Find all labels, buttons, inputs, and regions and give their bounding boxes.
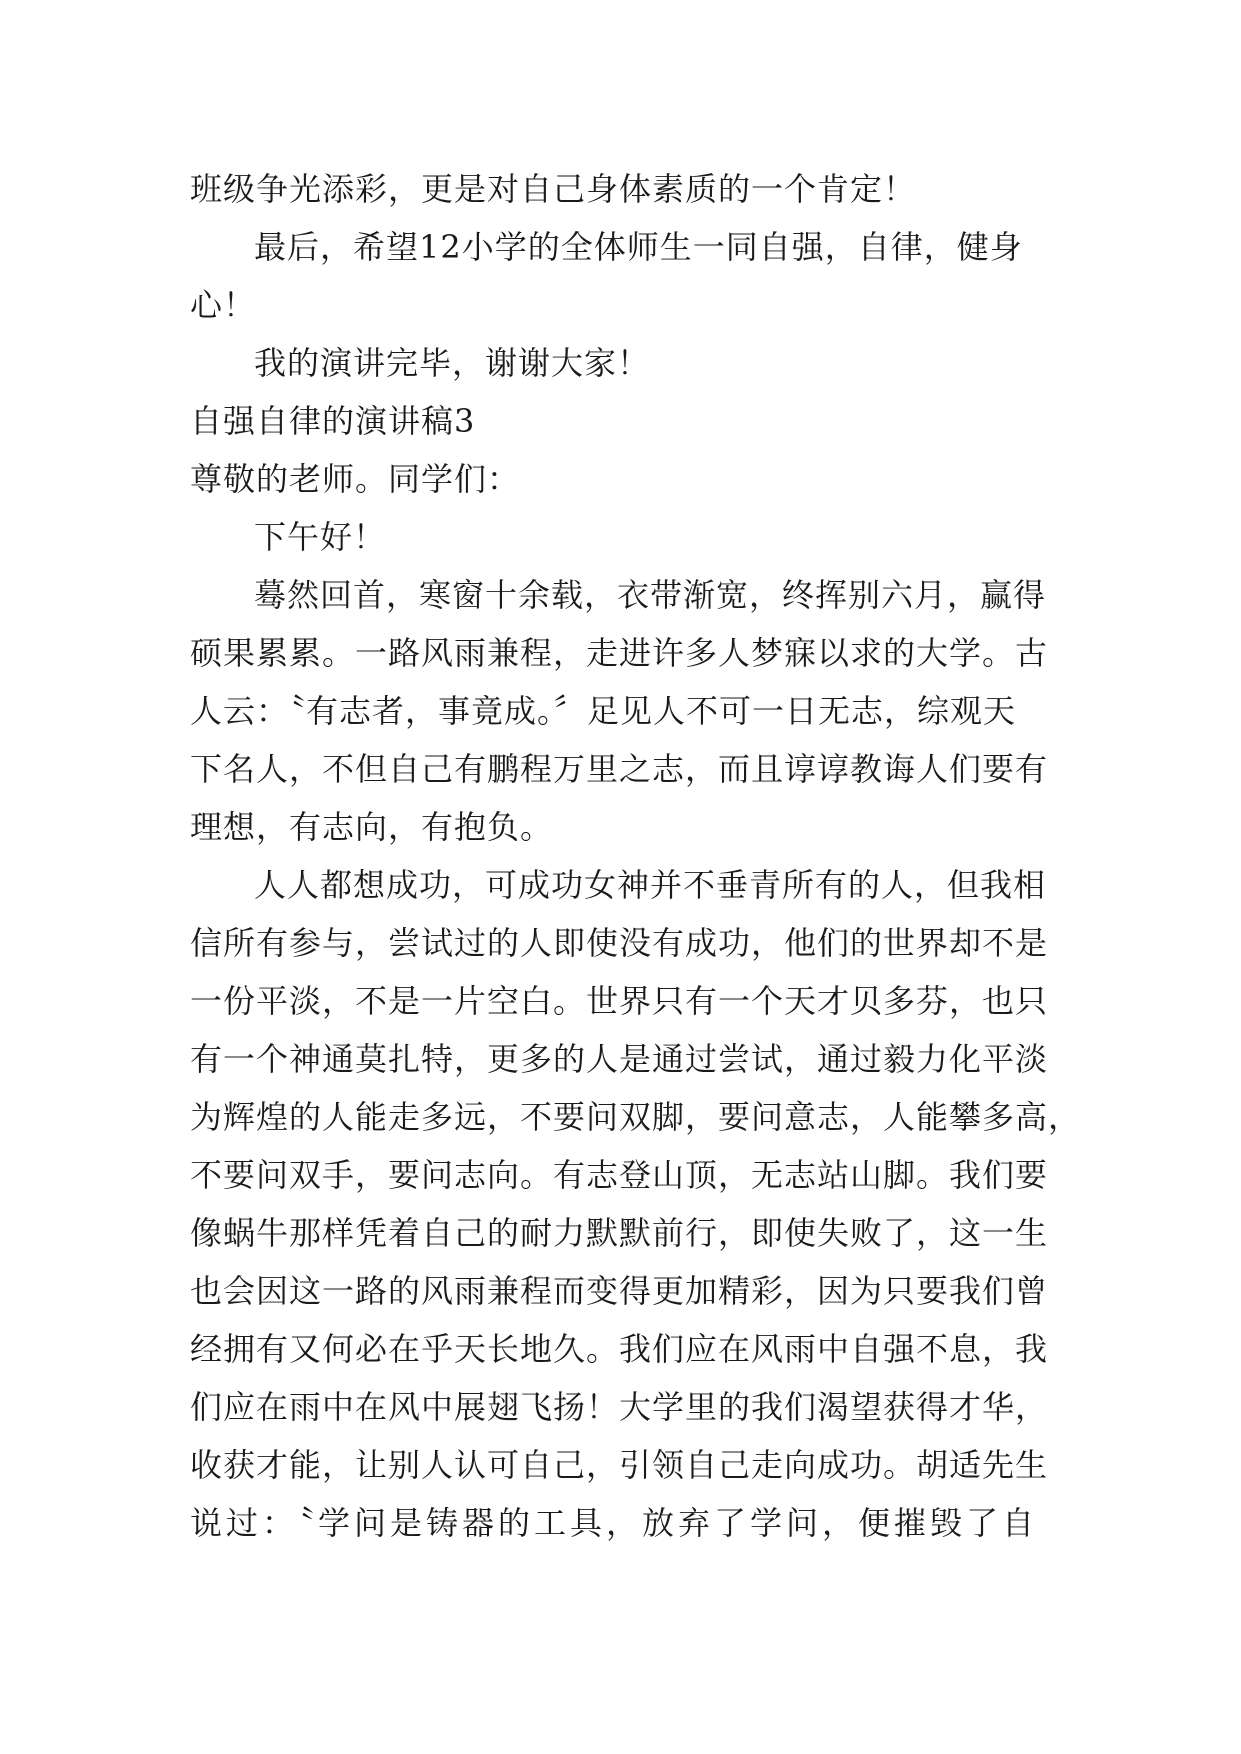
paragraph-line: 也会因这一路的风雨兼程而变得更加精彩，因为只要我们曾 <box>190 1272 1049 1310</box>
paragraph-line: 班级争光添彩，更是对自己身体素质的一个肯定！ <box>190 170 917 208</box>
paragraph-line: 人云：〝有志者，事竟成。〞足见人不可一日无志，综观天 <box>190 692 1017 730</box>
paragraph-line: 心！ <box>190 286 257 324</box>
salutation: 尊敬的老师。同学们： <box>190 460 521 498</box>
paragraph-line: 下名人，不但自己有鹏程万里之志，而且谆谆教诲人们要有 <box>190 750 1049 788</box>
paragraph-line: 像蜗牛那样凭着自己的耐力默默前行，即使失败了，这一生 <box>190 1214 1049 1252</box>
paragraph-line: 一份平淡，不是一片空白。世界只有一个天才贝多芬，也只 <box>190 982 1049 1020</box>
paragraph-line: 蓦然回首，寒窗十余载，衣带渐宽，终挥别六月，赢得 <box>254 576 1047 614</box>
paragraph-line: 最后，希望12小学的全体师生一同自强，自律，健身 <box>254 228 1023 266</box>
document-body <box>190 160 1082 1552</box>
paragraph-line: 人人都想成功，可成功女神并不垂青所有的人，但我相 <box>254 866 1047 904</box>
section-heading: 自强自律的演讲稿3 <box>190 402 476 440</box>
paragraph-line: 硕果累累。一路风雨兼程，走进许多人梦寐以求的大学。古 <box>190 634 1049 672</box>
paragraph-line: 们应在雨中在风中展翅飞扬！大学里的我们渴望获得才华， <box>190 1388 1049 1426</box>
greeting: 下午好！ <box>254 518 387 556</box>
paragraph-line: 为辉煌的人能走多远，不要问双脚，要问意志，人能攀多高， <box>190 1098 1082 1136</box>
paragraph-line: 我的演讲完毕，谢谢大家！ <box>254 344 651 382</box>
paragraph-line: 说过：〝学问是铸器的工具，放弃了学问，便摧毁了自 <box>190 1504 1039 1542</box>
paragraph-line: 收获才能，让别人认可自己，引领自己走向成功。胡适先生 <box>190 1446 1049 1484</box>
paragraph-line: 有一个神通莫扎特，更多的人是通过尝试，通过毅力化平淡 <box>190 1040 1049 1078</box>
paragraph-line: 不要问双手，要问志向。有志登山顶，无志站山脚。我们要 <box>190 1156 1049 1194</box>
paragraph-line: 经拥有又何必在乎天长地久。我们应在风雨中自强不息，我 <box>190 1330 1049 1368</box>
paragraph-line: 信所有参与，尝试过的人即使没有成功，他们的世界却不是 <box>190 924 1049 962</box>
paragraph-line: 理想，有志向，有抱负。 <box>190 808 554 846</box>
